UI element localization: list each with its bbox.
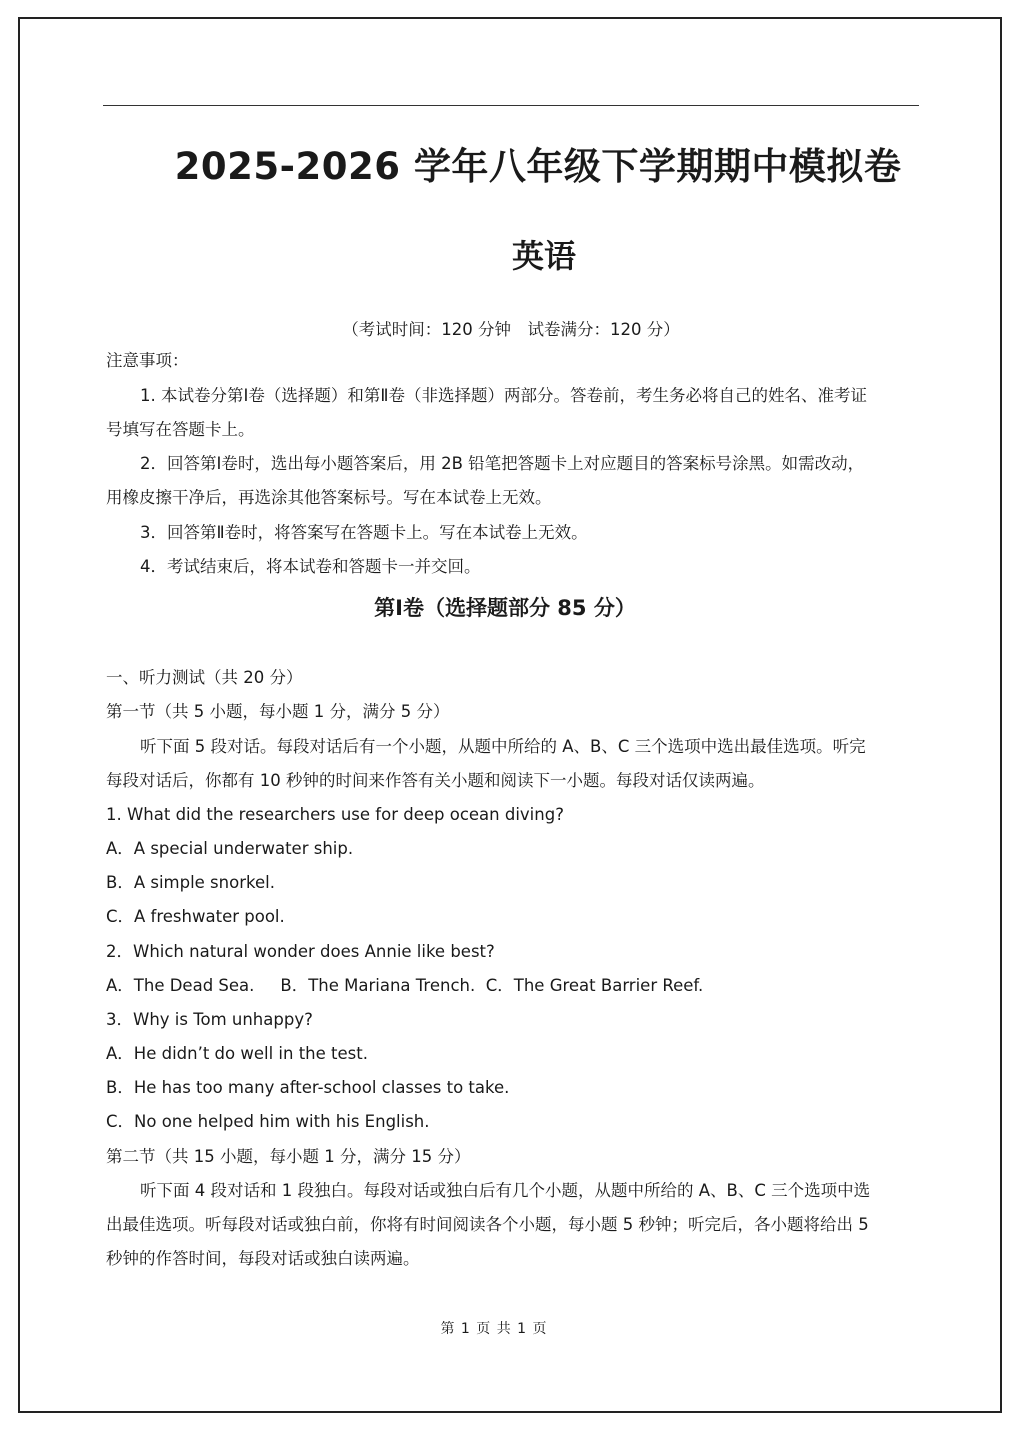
notice-line: 用橡皮擦干净后，再选涂其他答案标号。写在本试卷上无效。 [106, 488, 552, 507]
question-2-option-a: A．The Dead Sea. [106, 976, 255, 995]
question-2-options [106, 975, 703, 997]
notice-heading: 注意事项： [106, 351, 189, 370]
section-title: 一、听力测试（共 20 分） [106, 668, 303, 687]
header-rule [103, 105, 919, 106]
question-2-option-b: B．The Mariana Trench. [280, 976, 476, 995]
question-2-stem: 2．Which natural wonder does Annie like best? [106, 942, 495, 961]
question-3-option-a: A．He didn’t do well in the test. [106, 1044, 368, 1063]
notice-line: 号填写在答题卡上。 [106, 420, 255, 439]
page-footer: 第 1 页 共 1 页 [440, 1321, 548, 1337]
question-3-option-b: B．He has too many after-school classes to take. [106, 1078, 510, 1097]
subsection-2-instructions: 听下面 4 段对话和 1 段独白。每段对话或独白后有几个小题，从题中所给的 A、B、C 三个选项中选 [140, 1181, 871, 1200]
question-1-stem: 1. What did the researchers use for deep ocean diving? [106, 805, 564, 824]
subsection-1-title: 第一节（共 5 小题，每小题 1 分，满分 5 分） [106, 702, 450, 721]
question-1-option-b: B．A simple snorkel. [106, 873, 275, 892]
notice-line: 2．回答第Ⅰ卷时，选出每小题答案后，用 2B 铅笔把答题卡上对应题目的答案标号涂黑。如需改动， [140, 454, 865, 473]
question-3-stem: 3．Why is Tom unhappy? [106, 1010, 313, 1029]
question-3-option-c: C．No one helped him with his English. [106, 1112, 430, 1131]
question-1-option-c: C．A freshwater pool. [106, 907, 285, 926]
subsection-2-instructions: 出最佳选项。听每段对话或独白前，你将有时间阅读各个小题，每小题 5 秒钟；听完后，各小题将给出 5 [106, 1215, 869, 1234]
part1-heading: 第Ⅰ卷（选择题部分 85 分） [374, 596, 636, 620]
notice-line: 3．回答第Ⅱ卷时，将答案写在答题卡上。写在本试卷上无效。 [140, 523, 588, 542]
subsection-2-title: 第二节（共 15 小题，每小题 1 分，满分 15 分） [106, 1147, 471, 1166]
question-1-option-a: A．A special underwater ship. [106, 839, 354, 858]
subsection-2-instructions: 秒钟的作答时间，每段对话或独白读两遍。 [106, 1249, 420, 1268]
notice-line: 1. 本试卷分第Ⅰ卷（选择题）和第Ⅱ卷（非选择题）两部分。答卷前，考生务必将自己的姓名、准考证 [140, 386, 867, 405]
subsection-1-instructions: 听下面 5 段对话。每段对话后有一个小题，从题中所给的 A、B、C 三个选项中选出最佳选项。听完 [140, 737, 866, 756]
subsection-1-instructions: 每段对话后，你都有 10 秒钟的时间来作答有关小题和阅读下一小题。每段对话仅读两遍。 [106, 771, 765, 790]
exam-info: （考试时间：120 分钟 试卷满分：120 分） [342, 320, 680, 339]
notice-line: 4．考试结束后，将本试卷和答题卡一并交回。 [140, 557, 481, 576]
question-2-option-c: C．The Great Barrier Reef. [485, 976, 704, 995]
subject-title: 英语 [511, 237, 576, 275]
exam-title: 2025-2026 学年八年级下学期期中模拟卷 [174, 145, 902, 188]
